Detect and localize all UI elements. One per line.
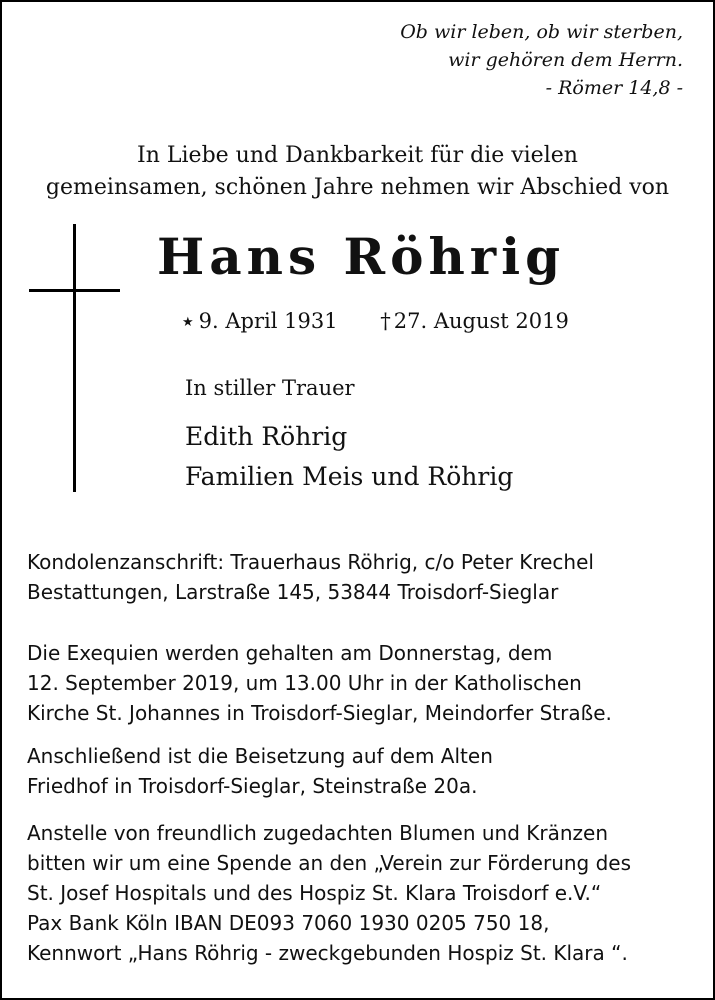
- funeral-mass-line-3: Kirche St. Johannes in Troisdorf-Sieglar, Meindorfer Straße.: [27, 701, 612, 725]
- funeral-mass-line-2: 12. September 2019, um 13.00 Uhr in der Katholischen: [27, 671, 582, 695]
- donation-info: [27, 818, 631, 968]
- burial-line-2: Friedhof in Troisdorf-Sieglar, Steinstraße 20a.: [27, 774, 478, 798]
- mourner-name: Edith Röhrig: [185, 422, 348, 451]
- death-date-group: [380, 309, 569, 333]
- death-date: 27. August 2019: [393, 309, 569, 333]
- donation-line-3: St. Josef Hospitals und des Hospiz St. Klara Troisdorf e.V.“: [27, 881, 602, 905]
- bible-verse-line-2: wir gehören dem Herrn.: [448, 49, 683, 71]
- intro-text: [2, 140, 713, 204]
- cross-icon-crossbar: [29, 289, 120, 292]
- donation-line-1: Anstelle von freundlich zugedachten Blumen und Kränzen: [27, 821, 609, 845]
- birth-date: 9. April 1931: [198, 309, 338, 333]
- mourner-name: Familien Meis und Röhrig: [185, 462, 514, 491]
- bible-verse-line-1: Ob wir leben, ob wir sterben,: [400, 21, 683, 43]
- intro-line-2: gemeinsamen, schönen Jahre nehmen wir Abschied von: [45, 175, 670, 200]
- burial-line-1: Anschließend ist die Beisetzung auf dem Alten: [27, 744, 493, 768]
- condolence-line-2: Bestattungen, Larstraße 145, 53844 Troisdorf-Sieglar: [27, 580, 559, 604]
- dagger-icon: †: [380, 309, 391, 333]
- condolence-line-1: Kondolenzanschrift: Trauerhaus Röhrig, c/o Peter Krechel: [27, 550, 594, 574]
- bible-verse: [400, 18, 683, 102]
- deceased-name: Hans Röhrig: [157, 227, 566, 286]
- donation-line-4: Pax Bank Köln IBAN DE093 7060 1930 0205 750 18,: [27, 911, 550, 935]
- bible-verse-source: - Römer 14,8 -: [545, 77, 683, 99]
- funeral-mass-info: [27, 638, 612, 728]
- funeral-mass-line-1: Die Exequien werden gehalten am Donnerstag, dem: [27, 641, 553, 665]
- intro-line-1: In Liebe und Dankbarkeit für die vielen: [137, 143, 578, 168]
- donation-line-5: Kennwort „Hans Röhrig - zweckgebunden Hospiz St. Klara “.: [27, 941, 628, 965]
- burial-info: [27, 741, 493, 801]
- cross-icon: [73, 224, 76, 492]
- mourning-label: In stiller Trauer: [185, 376, 355, 400]
- star-icon: ★: [182, 315, 194, 330]
- donation-line-2: bitten wir um eine Spende an den „Verein zur Förderung des: [27, 851, 632, 875]
- condolence-address: [27, 547, 594, 607]
- life-dates: [182, 309, 569, 333]
